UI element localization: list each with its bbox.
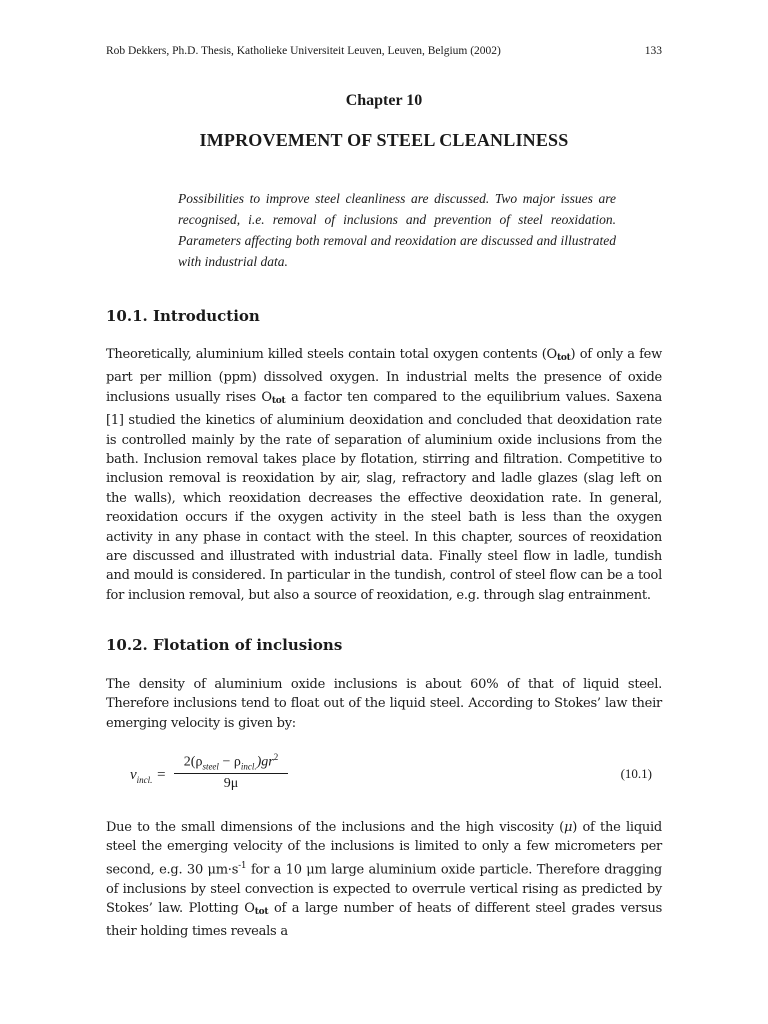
eq-num-part: )gr	[256, 754, 274, 770]
section-heading-introduction: 10.1. Introduction	[106, 307, 260, 325]
eq-num-part: − ρ	[218, 754, 241, 770]
header-citation: Rob Dekkers, Ph.D. Thesis, Katholieke Universiteit Leuven, Leuven, Belgium (2002)	[106, 45, 501, 57]
stokes-equation	[130, 752, 662, 798]
text-run: of a large number of heats of different steel grades versus their holding times reveals a	[106, 900, 662, 940]
equation-lhs	[130, 767, 166, 785]
section-heading-flotation: 10.2. Flotation of inclusions	[106, 636, 343, 654]
eq-sub-incl: incl.	[240, 761, 257, 772]
text-run: for a 10 μm large aluminium oxide particle. Therefore dragging of inclusions by steel convection is expected to overrule vertical rising as predicted by Stokes’ law. Plotting O	[106, 862, 662, 916]
equation-fraction	[174, 752, 288, 792]
superscript: -1	[238, 860, 247, 871]
chapter-abstract: Possibilities to improve steel cleanliness are discussed. Two major issues are recognised, i.e. removal of inclusions and prevention of steel reoxidation. Parameters affecting both removal and reoxidation are discussed and illustrated with industrial data.	[178, 191, 616, 269]
subscript: tot	[254, 906, 269, 917]
subscript: tot	[271, 395, 286, 406]
text-run: ) of the liquid steel the emerging velocity of the inclusions is limited to only a few micrometers per second, e.g. 30 μm·s	[106, 820, 663, 878]
page-number: 133	[644, 45, 662, 57]
eq-sub-incl: incl.	[136, 775, 153, 785]
running-header	[106, 45, 662, 57]
text-run: Theoretically, aluminium killed steels contain total oxygen contents (O	[106, 347, 557, 362]
chapter-title: IMPROVEMENT OF STEEL CLEANLINESS	[199, 130, 569, 150]
text-run: a factor ten compared to the equilibrium values. Saxena [1] studied the kinetics of aluminium deoxidation and concluded that deoxidation rate is controlled mainly by the rate of separation of aluminium oxide inclusions from the bath. Inclusion removal takes place by flotation, stirring and filtration. Competitive to inclusion removal is reoxidation by air, slag, refractory and ladle glazes (slag left on the walls), which reoxidation decreases the effective deoxidation rate. In general, reoxidation occurs if the oxygen activity in the steel bath is less than the oxygen activity in any phase in contact with the steel. In this chapter, sources of reoxidation are discussed and illustrated with industrial data. Finally steel flow in ladle, tundish and mould is considered. In particular in the tundish, control of steel flow can be a tool for inclusion removal, but also a source of reoxidation, e.g. through slag entrainment.	[106, 389, 662, 603]
equation-denominator: 9μ	[223, 776, 239, 791]
eq-var-v: v	[130, 767, 137, 783]
chapter-label: Chapter 10	[345, 92, 423, 109]
text-run: Due to the small dimensions of the inclusions and the high viscosity (	[106, 820, 564, 835]
equation-number: (10.1)	[620, 766, 652, 781]
fraction-bar	[174, 773, 288, 774]
eq-sub-steel: steel	[202, 761, 219, 772]
introduction-paragraph	[106, 345, 662, 605]
eq-equals: =	[152, 767, 167, 783]
eq-num-part: 2(ρ	[183, 754, 203, 770]
mu-symbol: μ	[563, 820, 573, 835]
eq-sup-2: 2	[273, 752, 279, 762]
equation-numerator	[174, 752, 288, 773]
flotation-paragraph-1: The density of aluminium oxide inclusions is about 60% of that of liquid steel. Therefore inclusions tend to float out of the liquid steel. According to Stokes’ law their emerging velocity is given by:	[106, 677, 662, 731]
text-run: ) of only a few part per million (ppm) dissolved oxygen. In industrial melts the presence of oxide inclusions usually rises O	[106, 347, 663, 405]
subscript: tot	[556, 353, 571, 363]
flotation-paragraph-2	[106, 818, 662, 942]
